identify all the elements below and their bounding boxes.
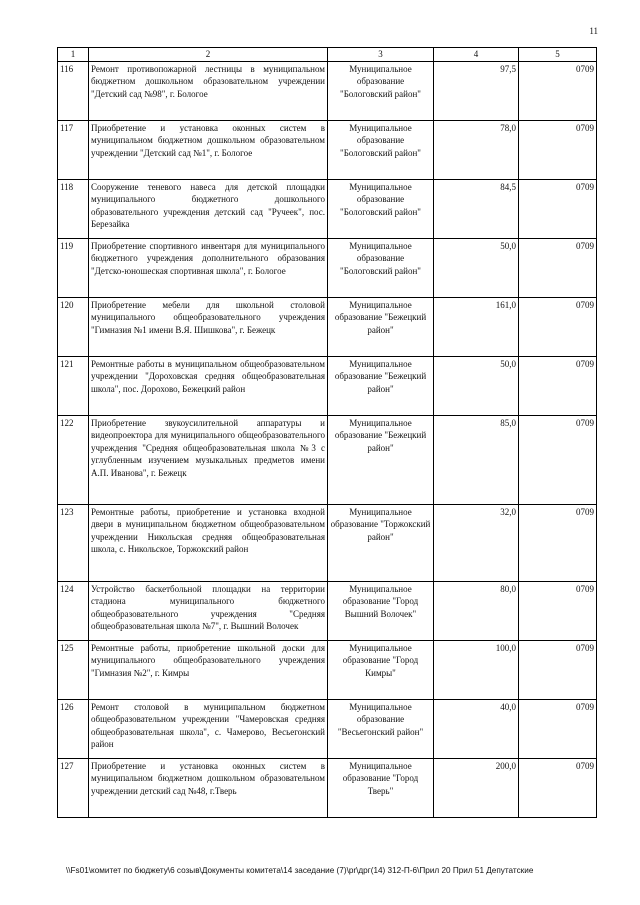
row-description: Ремонт столовой в муниципальном бюджетном общеобразовательном учреждении "Чамеровская средняя общеобразовательная школа", с. Чамерово, Весьегонский район xyxy=(89,699,328,758)
row-description: Ремонт противопожарной лестницы в муниципальном бюджетном дошкольном образовательном учреждении "Детский сад №98", г. Бологое xyxy=(89,61,328,120)
row-description: Приобретение звукоусилительной аппаратуры и видеопроектора для муниципального общеобразовательного учреждения "Средняя общеобразовательная школа №3 с углубленным изучением музыкальных предметов имени А.П. Иванова", г. Бежецк xyxy=(89,415,328,504)
row-code: 0709 xyxy=(519,238,597,297)
row-code: 0709 xyxy=(519,61,597,120)
header-col-3: 3 xyxy=(328,48,434,62)
row-code: 0709 xyxy=(519,581,597,640)
row-description: Сооружение теневого навеса для детской площадки муниципального бюджетного дошкольного образовательного учреждения детский сад "Ручеек", пос. Березайка xyxy=(89,179,328,238)
table-header-row xyxy=(58,48,597,62)
table-row xyxy=(58,238,597,297)
row-amount: 78,0 xyxy=(434,120,519,179)
row-number: 117 xyxy=(58,120,89,179)
row-number: 118 xyxy=(58,179,89,238)
file-path-footer: \\Fs01\комитет по бюджету\6 созыв\Документы комитета\14 заседание (7)\pr\дрг(14) 312-П-6\Прил 20 Прил 51 Депутатские xyxy=(66,866,534,875)
table-row xyxy=(58,415,597,504)
row-number: 124 xyxy=(58,581,89,640)
row-municipality: Муниципальное образование "Город Кимры" xyxy=(328,640,434,699)
row-amount: 80,0 xyxy=(434,581,519,640)
row-amount: 200,0 xyxy=(434,758,519,817)
row-number: 122 xyxy=(58,415,89,504)
row-municipality: Муниципальное образование "Бологовский район" xyxy=(328,179,434,238)
row-municipality: Муниципальное образование "Бологовский район" xyxy=(328,61,434,120)
table-row xyxy=(58,504,597,581)
row-number: 119 xyxy=(58,238,89,297)
row-amount: 32,0 xyxy=(434,504,519,581)
header-col-2: 2 xyxy=(89,48,328,62)
row-description: Приобретение мебели для школьной столовой муниципального общеобразовательного учреждения "Гимназия №1 имени В.Я. Шишкова", г. Бежецк xyxy=(89,297,328,356)
row-description: Приобретение и установка оконных систем в муниципальном бюджетном дошкольном образовательном учреждении детский сад №48, г.Тверь xyxy=(89,758,328,817)
row-municipality: Муниципальное образование "Бежецкий район" xyxy=(328,297,434,356)
table-row xyxy=(58,120,597,179)
row-amount: 84,5 xyxy=(434,179,519,238)
row-description: Ремонтные работы, приобретение школьной доски для муниципального общеобразовательного учреждения "Гимназия №2", г. Кимры xyxy=(89,640,328,699)
row-description: Приобретение и установка оконных систем в муниципальном бюджетном дошкольном образовательном учреждении "Детский сад №1", г. Бологое xyxy=(89,120,328,179)
row-code: 0709 xyxy=(519,415,597,504)
row-number: 126 xyxy=(58,699,89,758)
row-description: Ремонтные работы в муниципальном общеобразовательном учреждении "Дороховская средняя общеобразовательная школа", пос. Дорохово, Бежецкий район xyxy=(89,356,328,415)
table-row xyxy=(58,640,597,699)
row-municipality: Муниципальное образование "Город Тверь" xyxy=(328,758,434,817)
page-number: 11 xyxy=(589,26,598,36)
row-amount: 161,0 xyxy=(434,297,519,356)
row-municipality: Муниципальное образование "Весьегонский район" xyxy=(328,699,434,758)
header-col-5: 5 xyxy=(519,48,597,62)
table-row xyxy=(58,356,597,415)
row-description: Приобретение спортивного инвентаря для муниципального бюджетного учреждения дополнительного образования "Детско-юношеская спортивная школа", г. Бологое xyxy=(89,238,328,297)
row-municipality: Муниципальное образование "Бежецкий район" xyxy=(328,415,434,504)
row-code: 0709 xyxy=(519,297,597,356)
header-col-1: 1 xyxy=(58,48,89,62)
row-municipality: Муниципальное образование "Бежецкий район" xyxy=(328,356,434,415)
table-row xyxy=(58,699,597,758)
row-code: 0709 xyxy=(519,758,597,817)
row-municipality: Муниципальное образование "Торжокский район" xyxy=(328,504,434,581)
row-number: 121 xyxy=(58,356,89,415)
row-amount: 50,0 xyxy=(434,238,519,297)
table-row xyxy=(58,61,597,120)
row-amount: 85,0 xyxy=(434,415,519,504)
row-amount: 50,0 xyxy=(434,356,519,415)
row-number: 116 xyxy=(58,61,89,120)
table-row xyxy=(58,758,597,817)
row-code: 0709 xyxy=(519,120,597,179)
row-number: 125 xyxy=(58,640,89,699)
table-row xyxy=(58,297,597,356)
row-code: 0709 xyxy=(519,640,597,699)
appropriations-table xyxy=(57,47,597,818)
row-amount: 40,0 xyxy=(434,699,519,758)
row-description: Ремонтные работы, приобретение и установка входной двери в муниципальном бюджетном общеобразовательном учреждении Никольская средняя общеобразовательная школа, с. Никольское, Торжокский район xyxy=(89,504,328,581)
row-number: 123 xyxy=(58,504,89,581)
row-number: 120 xyxy=(58,297,89,356)
row-municipality: Муниципальное образование "Бологовский район" xyxy=(328,120,434,179)
row-code: 0709 xyxy=(519,699,597,758)
row-municipality: Муниципальное образование "Город Вышний Волочек" xyxy=(328,581,434,640)
row-description: Устройство баскетбольной площадки на территории стадиона муниципального бюджетного общеобразовательного учреждения "Средняя общеобразовательная школа №7", г. Вышний Волочек xyxy=(89,581,328,640)
row-code: 0709 xyxy=(519,356,597,415)
row-code: 0709 xyxy=(519,179,597,238)
row-number: 127 xyxy=(58,758,89,817)
table-row xyxy=(58,179,597,238)
row-amount: 97,5 xyxy=(434,61,519,120)
table-row xyxy=(58,581,597,640)
row-amount: 100,0 xyxy=(434,640,519,699)
header-col-4: 4 xyxy=(434,48,519,62)
row-code: 0709 xyxy=(519,504,597,581)
row-municipality: Муниципальное образование "Бологовский район" xyxy=(328,238,434,297)
